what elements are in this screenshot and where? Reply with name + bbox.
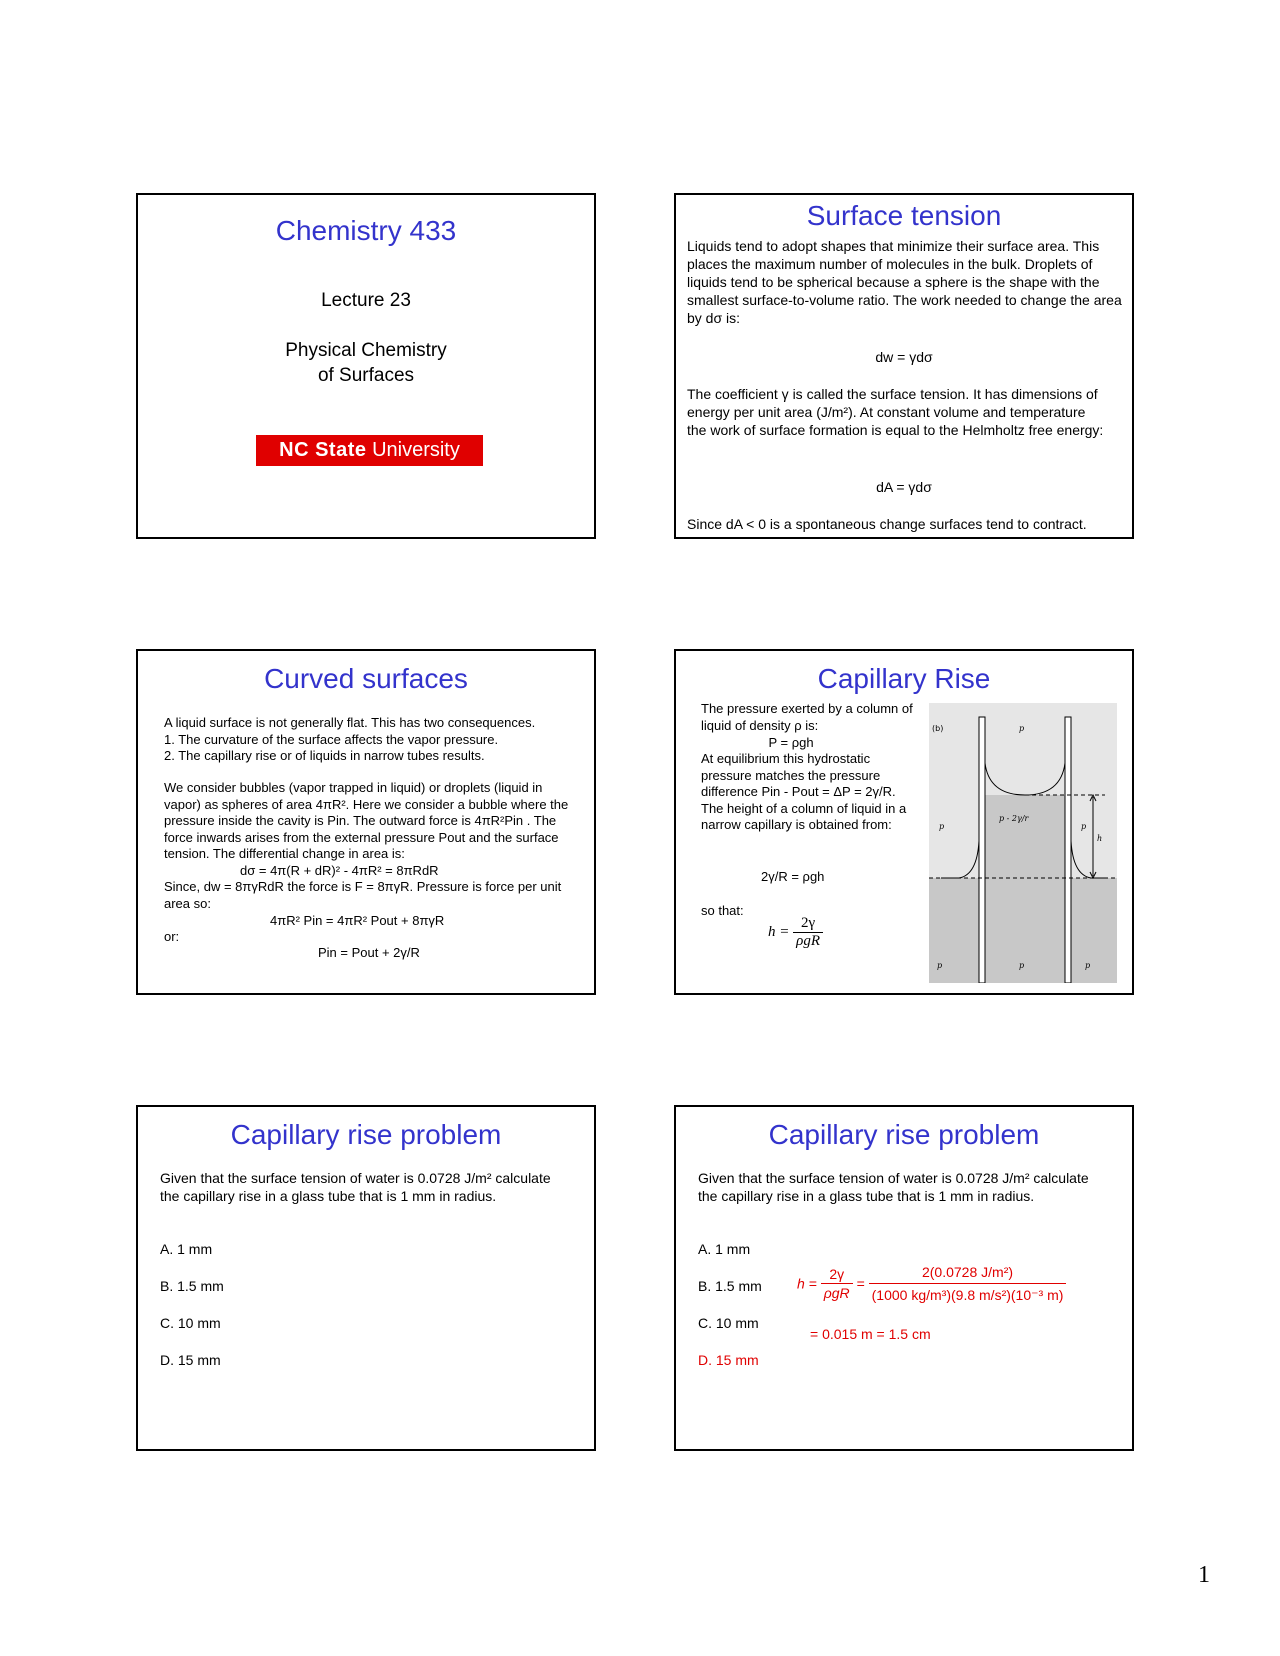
equation: Pin = Pout + 2γ/R (318, 945, 420, 960)
slide-curved-surfaces (136, 649, 596, 995)
so-that-label: so that: (701, 903, 744, 918)
equation: dA = γdσ (876, 479, 932, 495)
option-d: D. 15 mm (160, 1352, 221, 1368)
intro (164, 715, 584, 765)
paragraph: Liquids tend to adopt shapes that minimize their surface area. This places the maximum number of molecules in the bulk. Droplets of liquids tend to be spherical because a sphere is the shape with the smallest surface-to-volume ratio. The work needed to change the area by dσ is: (687, 238, 1122, 326)
nc-state-logo (256, 435, 483, 466)
slide-title (136, 193, 596, 539)
solution-numeric-fraction (869, 1263, 1067, 1304)
slide-title: Capillary rise problem (230, 1119, 502, 1150)
solution-equation (797, 1263, 1066, 1304)
label-p: p (1085, 961, 1091, 970)
slide-title: Capillary rise problem (768, 1119, 1040, 1150)
question: Given that the surface tension of water is 0.0728 J/m² calculate the capillary rise in a glass tube that is 1 mm in radius. (698, 1170, 1089, 1204)
intro-line: A liquid surface is not generally flat. This has two consequences. (164, 715, 536, 730)
logo-normal: University (372, 439, 460, 461)
slide-title: Capillary Rise (817, 663, 991, 694)
label-p: p (939, 822, 945, 831)
equation: dw = γdσ (875, 349, 933, 365)
slide-title: Surface tension (806, 200, 1002, 231)
intro-line: 2. The capillary rise or of liquids in narrow tubes results. (164, 748, 485, 763)
solution-numeric-denominator: (1000 kg/m³)(9.8 m/s²)(10⁻³ m) (871, 1287, 1064, 1303)
tube-wall-right (1065, 717, 1071, 983)
label-p: p (937, 961, 943, 970)
paragraph: At equilibrium this hydrostatic pressure matches the pressure difference Pin - Pout = ΔP = 2γ/R. The height of a column of liquid in a narrow capillary is obtained from: (701, 751, 907, 832)
label-h: h (1097, 834, 1103, 843)
solution-denominator: ρgR (823, 1285, 850, 1301)
solution-result: = 0.015 m = 1.5 cm (810, 1326, 931, 1342)
option-b: B. 1.5 mm (698, 1278, 762, 1294)
paragraph: Since dA < 0 is a spontaneous change surfaces tend to contract. (687, 516, 1087, 532)
lecture-topic (138, 338, 594, 388)
equation: P = ρgh (768, 735, 814, 750)
topic-line-2: of Surfaces (317, 365, 415, 386)
capillary-diagram-svg (929, 703, 1117, 983)
option-a: A. 1 mm (698, 1241, 751, 1257)
question: Given that the surface tension of water is 0.0728 J/m² calculate the capillary rise in a glass tube that is 1 mm in radius. (160, 1170, 551, 1204)
course-title: Chemistry 433 (275, 215, 457, 246)
option-d-answer: D. 15 mm (698, 1352, 759, 1368)
tube-wall-left (979, 717, 985, 983)
paragraph: Since, dw = 8πγRdR the force is F = 8πγR. Pressure is force per unit area so: (164, 879, 562, 911)
label-p: p (1019, 961, 1025, 970)
outer-meniscus-left (941, 841, 979, 878)
equation: 4πR² Pin = 4πR² Pout + 8πγR (270, 913, 445, 928)
slide-title: Curved surfaces (264, 663, 468, 694)
slide-problem-solution (674, 1105, 1134, 1451)
solution-lhs: h = (797, 1275, 817, 1292)
option-c: C. 10 mm (160, 1315, 221, 1331)
lecture-number: Lecture 23 (321, 290, 411, 311)
capillary-diagram (929, 703, 1117, 983)
outer-meniscus-right (1071, 841, 1105, 878)
label-p: p (1081, 822, 1087, 831)
solution-numeric-numerator: 2(0.0728 J/m²) (869, 1263, 1067, 1284)
equation: dσ = 4π(R + dR)² - 4πR² = 8πRdR (240, 863, 439, 878)
equation: 2γ/R = ρgh (761, 869, 825, 884)
logo-bold: NC State (279, 439, 367, 461)
option-c: C. 10 mm (698, 1315, 759, 1331)
slide-capillary-rise (674, 649, 1134, 995)
or-label: or: (164, 929, 180, 944)
slide-problem (136, 1105, 596, 1451)
option-b: B. 1.5 mm (160, 1278, 224, 1294)
solution-numerator: 2γ (821, 1265, 853, 1284)
formula-numerator: 2γ (793, 915, 823, 933)
raised-column (985, 795, 1065, 983)
page-number: 1 (1198, 1562, 1210, 1588)
paragraph: The coefficient γ is called the surface tension. It has dimensions of energy per unit area (J/m²). At constant volume and temperature the work of surface formation is equal to the Helmholtz free energy: (687, 386, 1104, 438)
intro-line: 1. The curvature of the surface affects the vapor pressure. (164, 731, 499, 747)
formula-denominator: ρgR (796, 933, 820, 949)
topic-line-1: Physical Chemistry (285, 340, 447, 361)
paragraph: The pressure exerted by a column of liquid of density ρ is: (701, 701, 913, 733)
formula-lhs: h = (768, 924, 790, 940)
paragraph: We consider bubbles (vapor trapped in liquid) or droplets (liquid in vapor) as spheres of area 4πR². Here we consider a bubble where the pressure inside the cavity is Pin. The outward force is 4πR²Pin . The force inwards arises from the external pressure Pout and the surface tension. The differential change in area is: (164, 780, 569, 861)
label-b: (b) (932, 724, 944, 733)
height-formula (768, 915, 823, 950)
solution-equals: = (856, 1275, 865, 1292)
label-p: p (1019, 724, 1025, 733)
label-p-minus: p - 2γ/r (999, 814, 1029, 823)
solution-fraction (821, 1265, 853, 1302)
slide-surface-tension (674, 193, 1134, 539)
formula-fraction (793, 915, 823, 950)
option-a: A. 1 mm (160, 1241, 213, 1257)
